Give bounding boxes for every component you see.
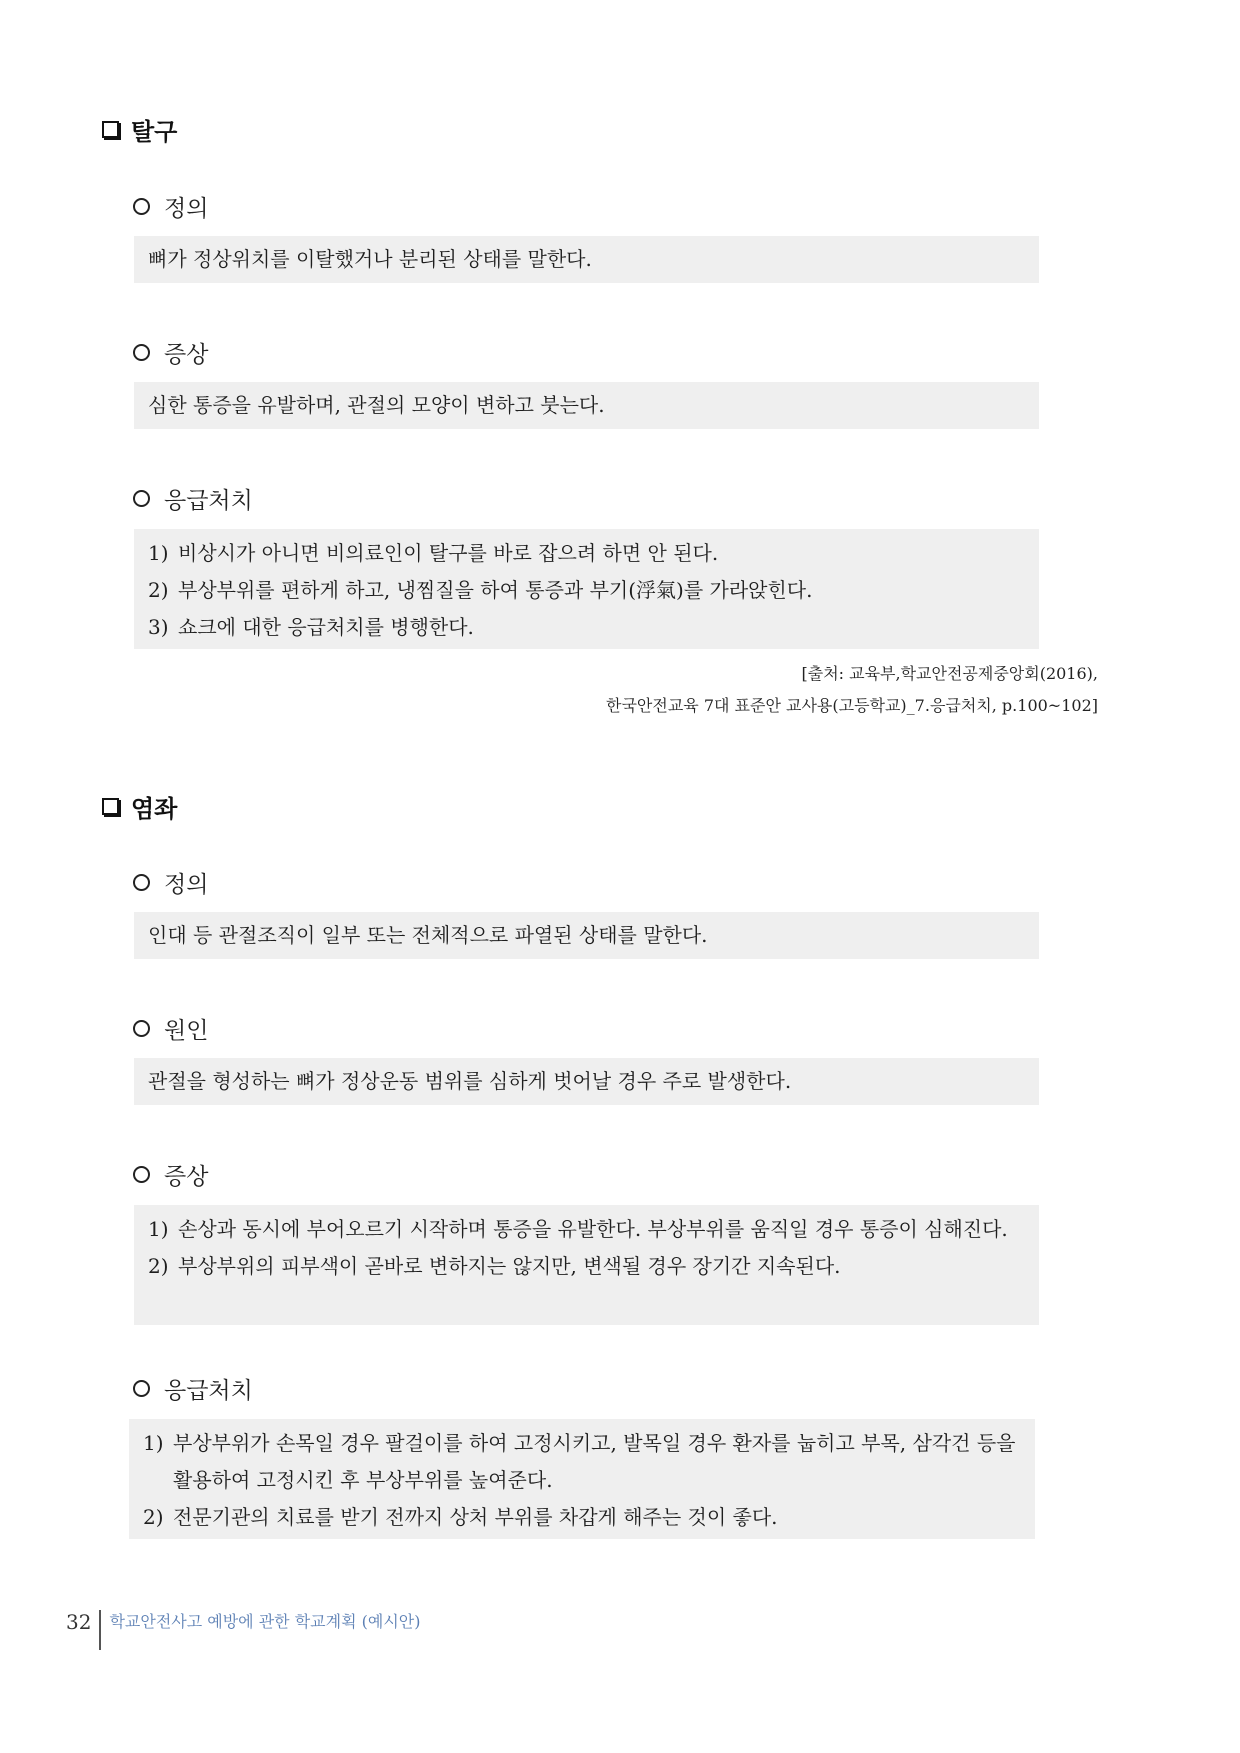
footer-divider xyxy=(99,1610,101,1650)
source-citation: [출처: 교육부,학교안전공제중앙회(2016), 한국안전교육 7대 표준안 교사용(고등학교)_7.응급처치, p.100~102] xyxy=(606,664,1098,715)
page-footer xyxy=(66,1610,421,1652)
circle-bullet-icon xyxy=(133,1380,150,1397)
list-item: 2) 부상부위의 피부색이 곧바로 변하지는 않지만, 변색될 경우 장기간 지속된다. xyxy=(148,1254,841,1278)
first-aid-box xyxy=(134,529,1039,649)
subheading-symptoms: 증상 xyxy=(133,336,208,369)
circle-bullet-icon xyxy=(133,344,150,361)
circle-bullet-icon xyxy=(133,1020,150,1037)
footer-doc-title: 학교안전사고 예방에 관한 학교계획 (예시안) xyxy=(109,1612,421,1631)
subheading-first-aid: 응급처치 xyxy=(133,482,253,515)
definition-box: 인대 등 관절조직이 일부 또는 전체적으로 파열된 상태를 말한다. xyxy=(134,912,1039,959)
list-item: 3) 쇼크에 대한 응급처치를 병행한다. xyxy=(148,615,474,639)
definition-box: 뼈가 정상위치를 이탈했거나 분리된 상태를 말한다. xyxy=(134,236,1039,283)
subheading-cause: 원인 xyxy=(133,1012,208,1045)
circle-bullet-icon xyxy=(133,198,150,215)
section-title-dislocation xyxy=(102,112,177,147)
list-item: 2) 부상부위를 편하게 하고, 냉찜질을 하여 통증과 부기(浮氣)를 가라앉힌다. xyxy=(148,578,813,602)
checkbox-square-icon xyxy=(102,121,119,138)
list-item: 2) 전문기관의 치료를 받기 전까지 상처 부위를 차갑게 해주는 것이 좋다. xyxy=(143,1505,778,1529)
symptoms-box: 심한 통증을 유발하며, 관절의 모양이 변하고 붓는다. xyxy=(134,382,1039,429)
section-title-text: 염좌 xyxy=(131,795,178,823)
subheading-definition: 정의 xyxy=(133,190,208,223)
symptoms-box xyxy=(134,1205,1039,1325)
section-title-text: 탈구 xyxy=(131,118,178,146)
subheading-symptoms: 증상 xyxy=(133,1158,208,1191)
page-number: 32 xyxy=(66,1610,92,1634)
first-aid-box xyxy=(129,1419,1035,1539)
subheading-first-aid: 응급처치 xyxy=(133,1372,253,1405)
list-item: 1) 비상시가 아니면 비의료인이 탈구를 바로 잡으려 하면 안 된다. xyxy=(148,541,719,565)
circle-bullet-icon xyxy=(133,874,150,891)
list-item: 1) 손상과 동시에 부어오르기 시작하며 통증을 유발한다. 부상부위를 움직일 경우 통증이 심해진다. xyxy=(148,1217,1008,1241)
checkbox-square-icon xyxy=(102,798,119,815)
section-title-sprain xyxy=(102,789,177,824)
circle-bullet-icon xyxy=(133,490,150,507)
cause-box: 관절을 형성하는 뼈가 정상운동 범위를 심하게 벗어날 경우 주로 발생한다. xyxy=(134,1058,1039,1105)
circle-bullet-icon xyxy=(133,1166,150,1183)
list-item: 1) 부상부위가 손목일 경우 팔걸이를 하여 고정시키고, 발목일 경우 환자를 눕히고 부목, 삼각건 등을 활용하여 고정시킨 후 부상부위를 높여준다. xyxy=(143,1431,1016,1492)
subheading-definition: 정의 xyxy=(133,866,208,899)
